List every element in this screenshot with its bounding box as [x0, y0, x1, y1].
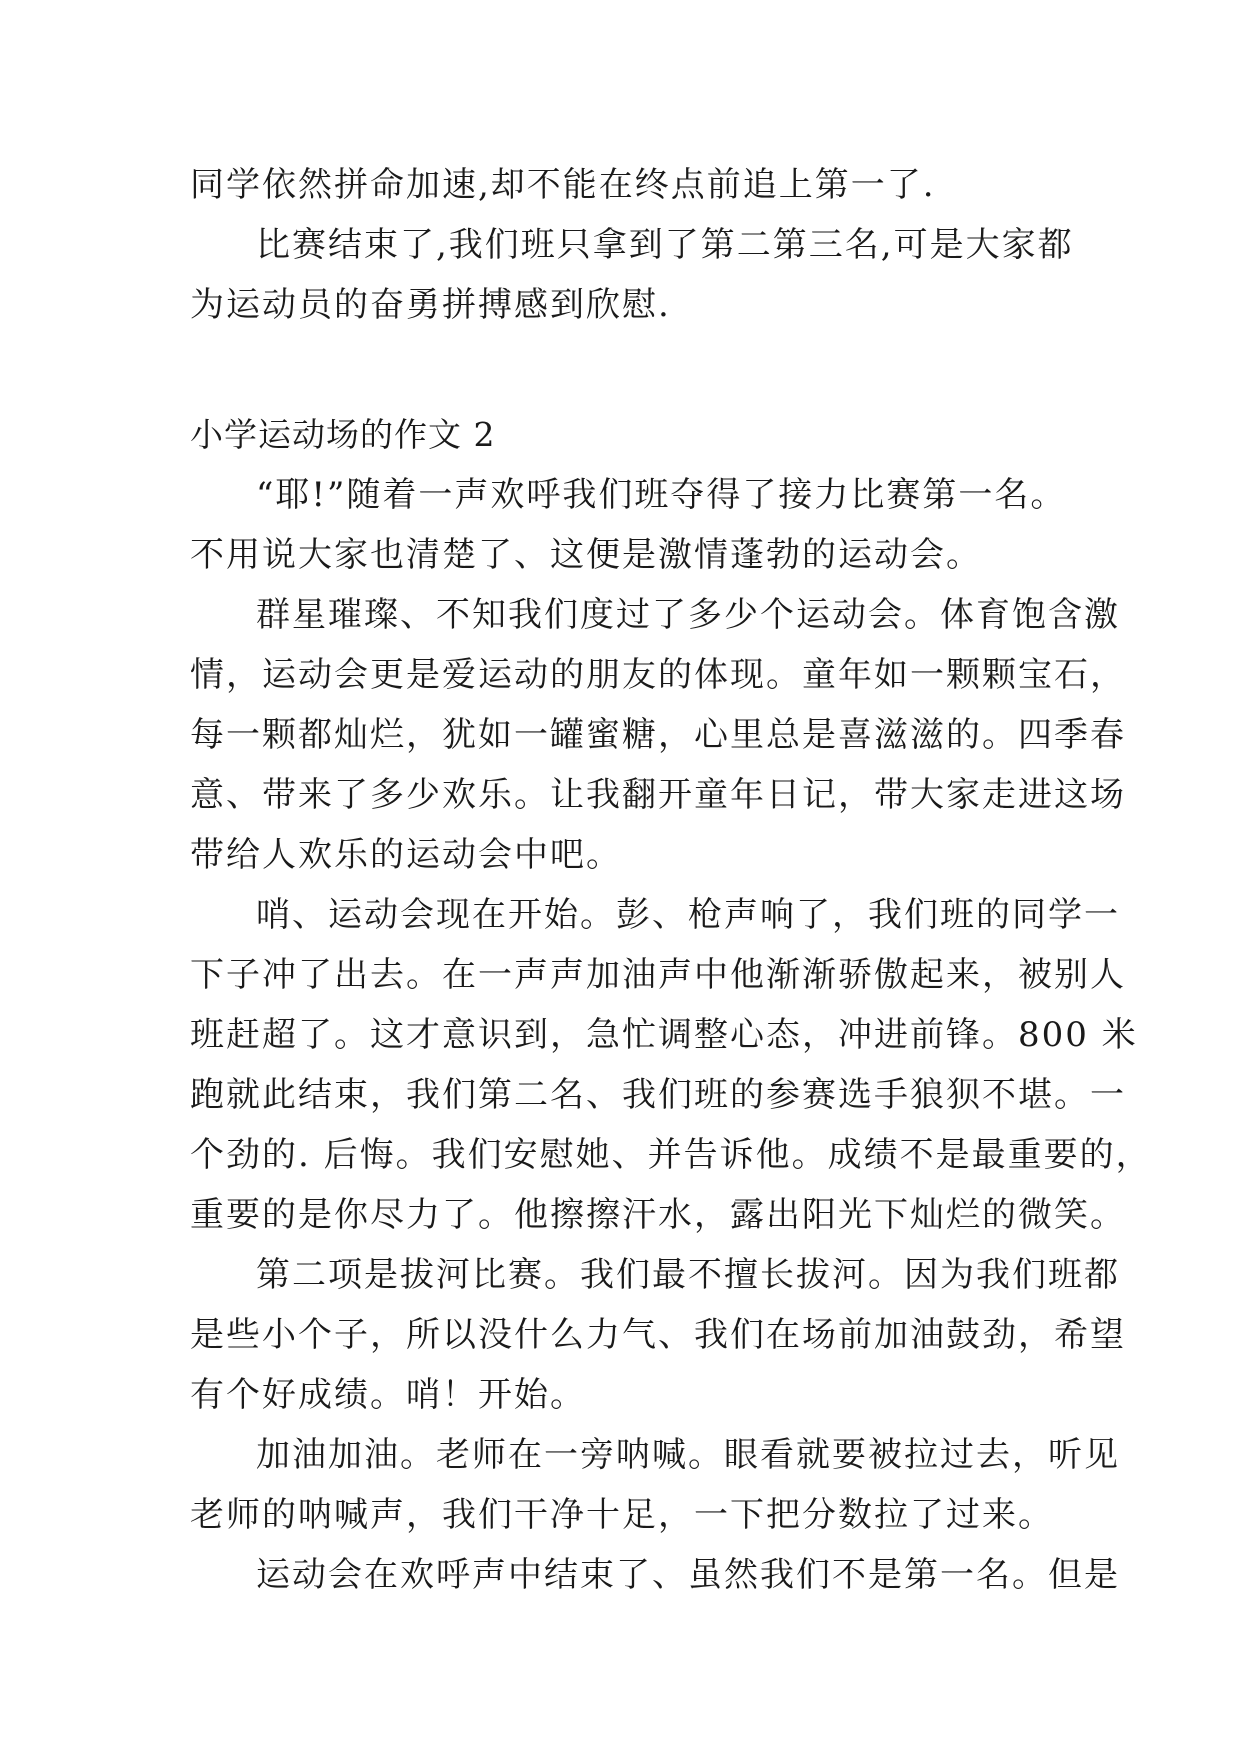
text-line: “耶!”随着一声欢呼我们班夺得了接力比赛第一名。	[256, 475, 1067, 515]
text-line: 带给人欢乐的运动会中吧。	[190, 835, 622, 875]
text-line: 下子冲了出去。在一声声加油声中他渐渐骄傲起来，被别人	[190, 955, 1126, 995]
section-heading: 小学运动场的作文 2	[190, 415, 496, 454]
text-line: 跑就此结束，我们第二名、我们班的参赛选手狼狈不堪。一	[190, 1075, 1126, 1115]
text-line: 不用说大家也清楚了、这便是激情蓬勃的运动会。	[190, 535, 982, 575]
text-line: 群星璀璨、不知我们度过了多少个运动会。体育饱含激	[256, 595, 1120, 635]
document-page	[190, 155, 1152, 1605]
text-line: 老师的呐喊声，我们干净十足，一下把分数拉了过来。	[190, 1495, 1054, 1535]
text-line: 每一颗都灿烂，犹如一罐蜜糖，心里总是喜滋滋的。四季春	[190, 715, 1126, 755]
text-line: 同学依然拼命加速,却不能在终点前追上第一了.	[190, 165, 936, 205]
text-line: 运动会在欢呼声中结束了、虽然我们不是第一名。但是	[256, 1555, 1120, 1595]
text-line: 班赶超了。这才意识到，急忙调整心态，冲进前锋。800 米	[190, 1015, 1138, 1055]
text-line: 第二项是拔河比赛。我们最不擅长拔河。因为我们班都	[256, 1255, 1120, 1295]
text-line: 个劲的. 后悔。我们安慰她、并告诉他。成绩不是最重要的，	[190, 1135, 1152, 1175]
text-line: 是些小个子，所以没什么力气、我们在场前加油鼓劲，希望	[190, 1315, 1126, 1355]
text-line: 重要的是你尽力了。他擦擦汗水，露出阳光下灿烂的微笑。	[190, 1195, 1126, 1235]
text-line: 哨、运动会现在开始。彭、枪声响了，我们班的同学一	[256, 895, 1120, 935]
text-line: 比赛结束了,我们班只拿到了第二第三名,可是大家都	[256, 225, 1074, 265]
text-line: 为运动员的奋勇拼搏感到欣慰.	[190, 285, 671, 325]
text-line: 情，运动会更是爱运动的朋友的体现。童年如一颗颗宝石，	[190, 655, 1126, 695]
text-line: 有个好成绩。哨！开始。	[190, 1375, 586, 1415]
text-line: 加油加油。老师在一旁呐喊。眼看就要被拉过去，听见	[256, 1435, 1120, 1475]
text-line: 意、带来了多少欢乐。让我翻开童年日记，带大家走进这场	[190, 775, 1126, 815]
section-gap	[190, 335, 1060, 405]
